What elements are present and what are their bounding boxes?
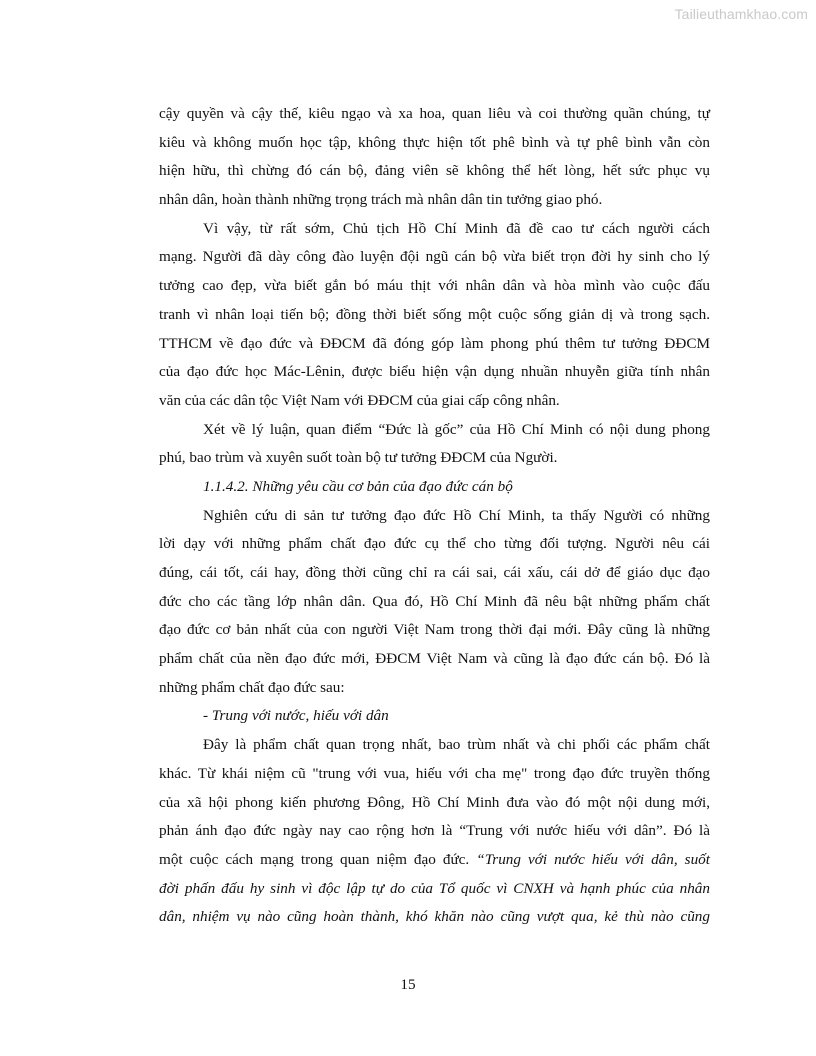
text-line: văn của các dân tộc Việt Nam với ĐĐCM của giai cấp công nhân. <box>159 391 560 409</box>
document-body <box>159 100 710 932</box>
text-line: tưởng cao đẹp, vừa biết gắn bó máu thịt với nhân dân và hòa mình vào cuộc đấu <box>159 277 710 295</box>
text-line: đức cho các tầng lớp nhân dân. Qua đó, Hồ Chí Minh đã nêu bật những phẩm chất <box>159 592 710 610</box>
text-line: hiện hữu, thì chừng đó cán bộ, đảng viên sẽ không thể hết lòng, hết sức phục vụ <box>159 162 710 180</box>
quote-line: đời phấn đấu hy sinh vì độc lập tự do của Tổ quốc vì CNXH và hạnh phúc của nhân <box>159 879 710 897</box>
subheading-text: - Trung với nước, hiếu với dân <box>203 707 389 725</box>
text-line: tranh vì nhân loại tiến bộ; đồng thời biết sống một cuộc sống giản dị và trong sạch. <box>159 305 710 323</box>
text-line: Nghiên cứu di sản tư tưởng đạo đức Hồ Chí Minh, ta thấy Người có những <box>203 506 710 524</box>
text-line: mạng. Người đã dày công đào luyện đội ngũ cán bộ vừa biết trọn đời hy sinh cho lý <box>159 248 710 266</box>
paragraph-2 <box>159 215 710 416</box>
text-line: TTHCM về đạo đức và ĐĐCM đã đóng góp làm phong phú thêm tư tưởng ĐĐCM <box>159 334 710 352</box>
text-line: Vì vậy, từ rất sớm, Chủ tịch Hồ Chí Minh đã đề cao tư cách người cách <box>203 219 710 237</box>
watermark-text: Tailieuthamkhao.com <box>674 6 808 22</box>
text-line: phẩm chất của nền đạo đức mới, ĐĐCM Việt Nam và cũng là đạo đức cán bộ. Đó là <box>159 650 710 668</box>
paragraph-4 <box>159 502 710 703</box>
text-line: lời dạy với những phẩm chất đạo đức cụ thể cho từng đối tượng. Người nêu cái <box>159 535 710 553</box>
quote-run: “Trung với nước hiếu với dân, suốt <box>476 850 710 868</box>
quote-line: dân, nhiệm vụ nào cũng hoàn thành, khó khăn nào cũng vượt qua, kẻ thù nào cũng <box>159 908 710 926</box>
text-line: khác. Từ khái niệm cũ "trung với vua, hiếu với cha mẹ" trong đạo đức truyền thống <box>159 764 710 782</box>
text-line: đúng, cái tốt, cái hay, đồng thời cũng chỉ ra cái sai, cái xấu, cái dở để giáo dục đạo <box>159 564 710 581</box>
text-line: của đạo đức học Mác-Lênin, được biểu hiện vận dụng nhuần nhuyễn giữa tính nhân <box>159 363 710 381</box>
text-line: nhân dân, hoàn thành những trọng trách mà nhân dân tin tưởng giao phó. <box>159 191 603 209</box>
page-number: 15 <box>400 976 416 993</box>
paragraph-1 <box>159 100 710 215</box>
paragraph-5 <box>159 731 710 932</box>
text-line: đạo đức cơ bản nhất của con người Việt Nam trong thời đại mới. Đây cũng là những <box>159 621 710 639</box>
text-line: những phẩm chất đạo đức sau: <box>159 678 345 696</box>
text-line: kiêu và không muốn học tập, không thực hiện tốt phê bình và tự phê bình vẫn còn <box>159 133 710 151</box>
text-line: Đây là phẩm chất quan trọng nhất, bao trùm nhất và chi phối các phẩm chất <box>203 736 710 754</box>
text-line: Xét về lý luận, quan điểm “Đức là gốc” của Hồ Chí Minh có nội dung phong <box>203 420 710 438</box>
paragraph-3 <box>159 416 710 473</box>
text-run: một cuộc cách mạng trong quan niệm đạo đức. <box>159 850 477 868</box>
subheading <box>159 702 710 731</box>
text-line: của xã hội phong kiến phương Đông, Hồ Chí Minh đưa vào đó một nội dung mới, <box>159 793 710 811</box>
text-line: phú, bao trùm và xuyên suốt toàn bộ tư tưởng ĐĐCM của Người. <box>159 449 558 467</box>
text-line: cậy quyền và cậy thế, kiêu ngạo và xa hoa, quan liêu và coi thường quần chúng, tự <box>159 105 710 122</box>
section-heading-text: 1.1.4.2. Những yêu cầu cơ bản của đạo đức cán bộ <box>203 477 513 495</box>
section-heading <box>159 473 710 502</box>
text-line-mixed <box>159 846 710 875</box>
text-line: phản ánh đạo đức ngày nay cao rộng hơn là “Trung với nước hiếu với dân”. Đó là <box>159 822 710 840</box>
